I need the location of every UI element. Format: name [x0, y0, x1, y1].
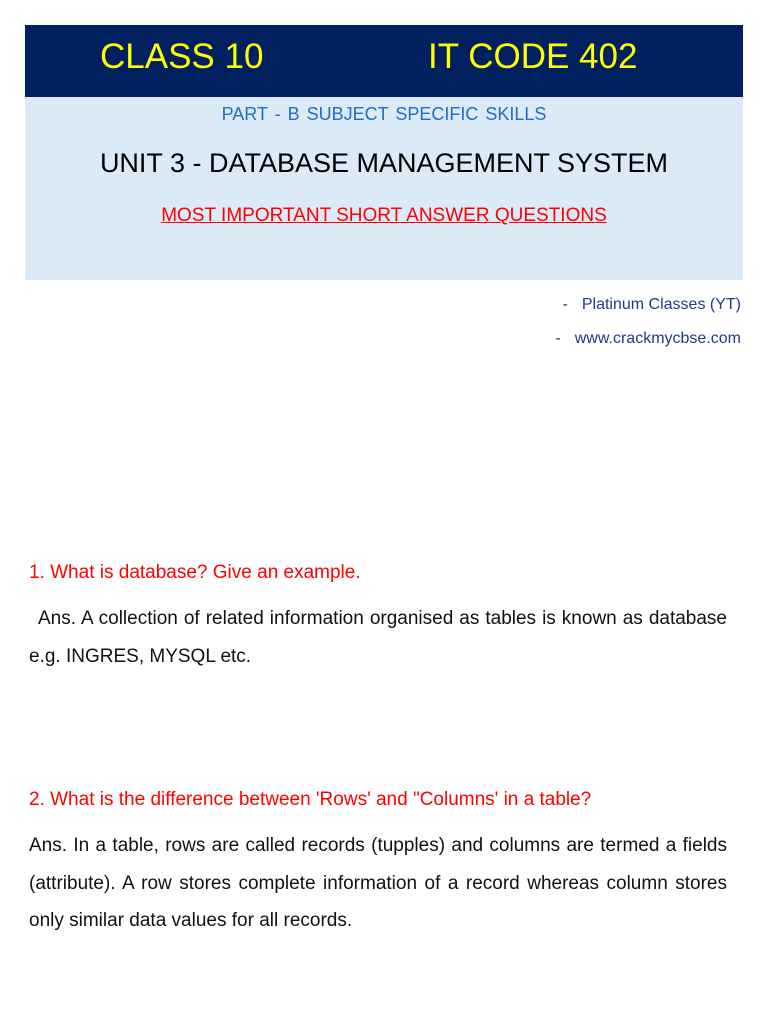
credit-website — [555, 330, 741, 348]
important-questions-heading: MOST IMPORTANT SHORT ANSWER QUESTIONS — [161, 205, 607, 226]
credit-channel — [563, 296, 741, 314]
part-heading: PART - B SUBJECT SPECIFIC SKILLS — [221, 104, 547, 124]
class-title: CLASS 10 — [100, 37, 264, 76]
question-2: 2. What is the difference between 'Rows' and "Columns' in a table? — [29, 789, 592, 810]
header-banner — [25, 25, 743, 97]
website-link[interactable]: www.crackmycbse.com — [574, 330, 741, 347]
answer-2: Ans. In a table, rows are called records (tupples) and columns are termed a fields (attribute). A row stores complete information of a record whereas column stores only similar data values for all records. — [29, 835, 727, 931]
channel-name: Platinum Classes (YT) — [581, 296, 741, 313]
credit-dash: - — [562, 296, 568, 313]
unit-heading: UNIT 3 - DATABASE MANAGEMENT SYSTEM — [99, 148, 669, 178]
credit-dash: - — [555, 330, 561, 347]
subject-code-title: IT CODE 402 — [428, 37, 638, 76]
subheader-panel — [25, 97, 743, 280]
question-1: 1. What is database? Give an example. — [29, 562, 361, 583]
answer-1: Ans. A collection of related information organised as tables is known as database e.g. INGRES, MYSQL etc. — [29, 608, 727, 667]
